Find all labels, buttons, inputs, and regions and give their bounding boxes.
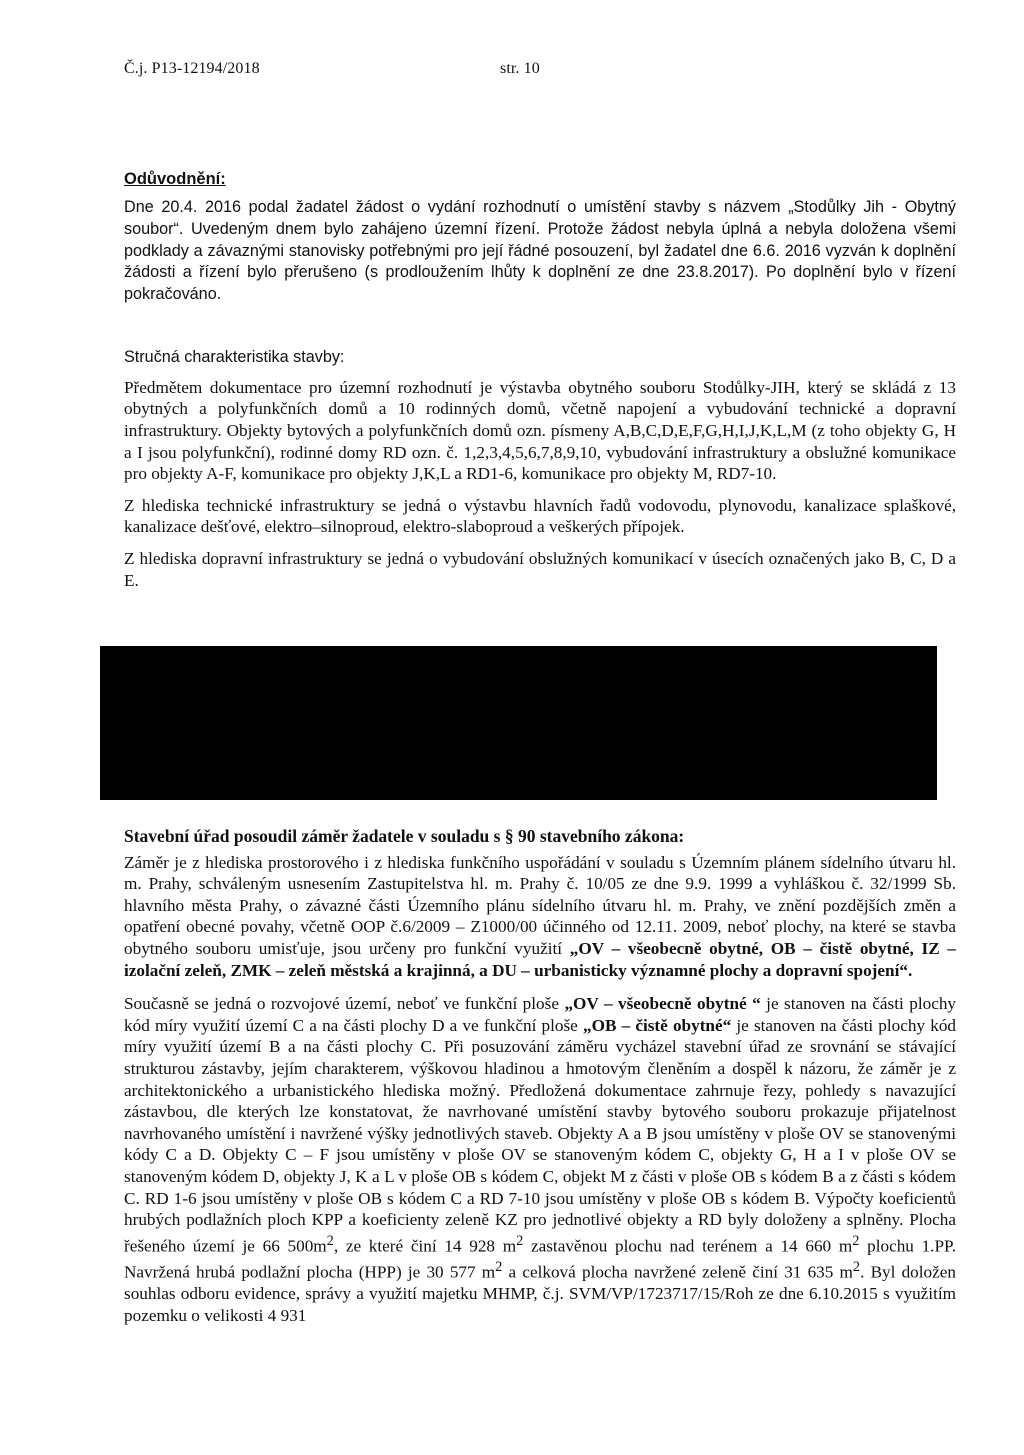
superscript: 2 bbox=[852, 1232, 860, 1249]
superscript: 2 bbox=[516, 1232, 524, 1249]
bold-run-ob: „OB – čistě obytné“ bbox=[582, 1015, 732, 1035]
text-run: je stanoven na části plochy kód míry využití území B a na části plochy C. Při posuzování záměru vycházel stavební úřad ze srovnání se stávající strukturou zástavby, jejím charakterem, výškovou hladinou a hmotovým členěním a dospěl k názoru, že záměr je z architektonického a urbanistického hlediska možný. Předložená dokumentace zahrnuje řezy, pohledy s navazující zástavbou, dle kterých lze konstatovat, že navrhované umístění stavby bytového souboru prokazuje přijatelnost navrhovaného umístění i navržené výšky jednotlivých staveb. Objekty A a B jsou umístěny v ploše OV se stanovenými kódy C a D. Objekty C – F jsou umístěny v ploše OV se stanoveným kódem C, objekty G, H a I v ploše OV se stanoveným kódem D, objekty J, K a L v ploše OB s kódem C, objekt M z části v ploše OB s kódem B a z části s kódem C. RD 1-6 jsou umístěny v ploše OB s kódem C a RD 7-10 jsou umístěny v ploše OB s kódem B. Výpočty koeficientů hrubých podlažních ploch KPP a koeficienty zeleně KZ pro jednotlivé objekty a RD byly doloženy a splněny. Plocha řešeného území je 66 500m bbox=[124, 1015, 957, 1256]
characteristics-section bbox=[124, 347, 956, 591]
assessment-section bbox=[124, 826, 956, 1327]
justification-section bbox=[124, 197, 956, 306]
justification-heading: Odůvodnění: bbox=[124, 170, 226, 188]
text-run: , ze které činí 14 928 m bbox=[333, 1236, 517, 1256]
reference-number: Č.j. P13-12194/2018 bbox=[124, 60, 260, 77]
characteristics-paragraph-3: Z hlediska dopravní infrastruktury se jedná o vybudování obslužných komunikací v úsecích označených jako B, C, D a E. bbox=[124, 548, 956, 590]
assessment-paragraph-1-text: Záměr je z hlediska prostorového i z hlediska funkčního uspořádání v souladu s Územním plánem sídelního útvaru hl. m. Prahy, schváleným usnesením Zastupitelstva hl. m. Prahy č. 10/05 ze dne 9.9. 1999 a vyhláškou č. 32/1999 Sb. hlavního města Prahy, o závazné části Územního plánu sídelního útvaru hl. m. Prahy, ve znění pozdějších změn a opatření obecné povahy, včetně OOP č.6/2009 – Z1000/00 účinného od 12.11. 2009, neboť plochy, na které se stavba obytného souboru umisťuje, jsou určeny pro funkční využití bbox=[124, 852, 956, 958]
superscript: 2 bbox=[326, 1232, 334, 1249]
superscript: 2 bbox=[852, 1259, 861, 1276]
assessment-title: Stavební úřad posoudil záměr žadatele v souladu s § 90 stavebního zákona: bbox=[124, 826, 685, 846]
text-run: . Byl doložen souhlas odboru evidence, správy a využití majetku MHMP, č.j. SVM/VP/1723717/15/Roh ze dne 6.10.2015 s využitím pozemku o velikosti 4 931 bbox=[124, 1262, 957, 1325]
assessment-paragraph-1 bbox=[124, 852, 956, 982]
text-run: zastavěnou plochu nad terénem a 14 660 m bbox=[523, 1236, 853, 1256]
text-run: a celková plocha navržené zeleně činí 31 635 m bbox=[502, 1262, 853, 1282]
assessment-paragraph-2 bbox=[124, 993, 956, 1326]
text-run: je stanoven na části plochy kód míry využití území C a na části plochy D a ve funkční ploše bbox=[124, 994, 957, 1035]
characteristics-title: Stručná charakteristika stavby: bbox=[124, 348, 345, 366]
text-run: plochu 1.PP. Navržená hrubá podlažní plocha (HPP) je 30 577 m bbox=[124, 1236, 956, 1282]
redaction-block bbox=[100, 646, 937, 800]
text-run: Současně se jedná o rozvojové území, neboť ve funkční ploše bbox=[124, 994, 559, 1014]
characteristics-paragraph-2: Z hlediska technické infrastruktury se jedná o výstavbu hlavních řadů vodovodu, plynovodu, kanalizace splaškové, kanalizace dešťové, elektro–silnoproud, elektro-slaboproud a veškerých přípojek. bbox=[124, 495, 956, 537]
justification-paragraph: Dne 20.4. 2016 podal žadatel žádost o vydání rozhodnutí o umístění stavby s názvem „Stodůlky Jih - Obytný soubor“. Uvedeným dnem bylo zahájeno územní řízení. Protože žádost nebyla úplná a nebyla doložena všemi podklady a závaznými stanovisky potřebnými pro její řádné posouzení, byl žadatel dne 6.6. 2016 vyzván k doplnění žádosti a řízení bylo přerušeno (s prodloužením lhůty k doplnění ze dne 23.8.2017). Po doplnění bylo v řízení pokračováno. bbox=[124, 198, 956, 304]
characteristics-paragraph-1: Předmětem dokumentace pro územní rozhodnutí je výstavba obytného souboru Stodůlky-JIH, který se skládá z 13 obytných a polyfunkčních domů a 10 rodinných domů, včetně napojení a vybudování technické a dopravní infrastruktury. Objekty bytových a polyfunkčních domů ozn. písmeny A,B,C,D,E,F,G,H,I,J,K,L,M (z toho objekty G, H a I jsou polyfunkční), rodinné domy RD ozn. č. 1,2,3,4,5,6,7,8,9,10, vybudování infrastruktury a obslužné komunikace pro objekty A-F, komunikace pro objekty J,K,L a RD1-6, komunikace pro objekty M, RD7-10. bbox=[124, 377, 956, 484]
bold-run-ov: „OV – všeobecně obytné “ bbox=[564, 994, 761, 1014]
superscript: 2 bbox=[495, 1259, 503, 1276]
page-number: str. 10 bbox=[500, 60, 540, 77]
assessment-paragraph-1-bold: „OV – všeobecně obytné, OB – čistě obytné, IZ – izolační zeleň, ZMK – zeleň městská a krajinná, a DU – urbanisticky významné plochy a dopravní spojení“. bbox=[124, 938, 956, 980]
